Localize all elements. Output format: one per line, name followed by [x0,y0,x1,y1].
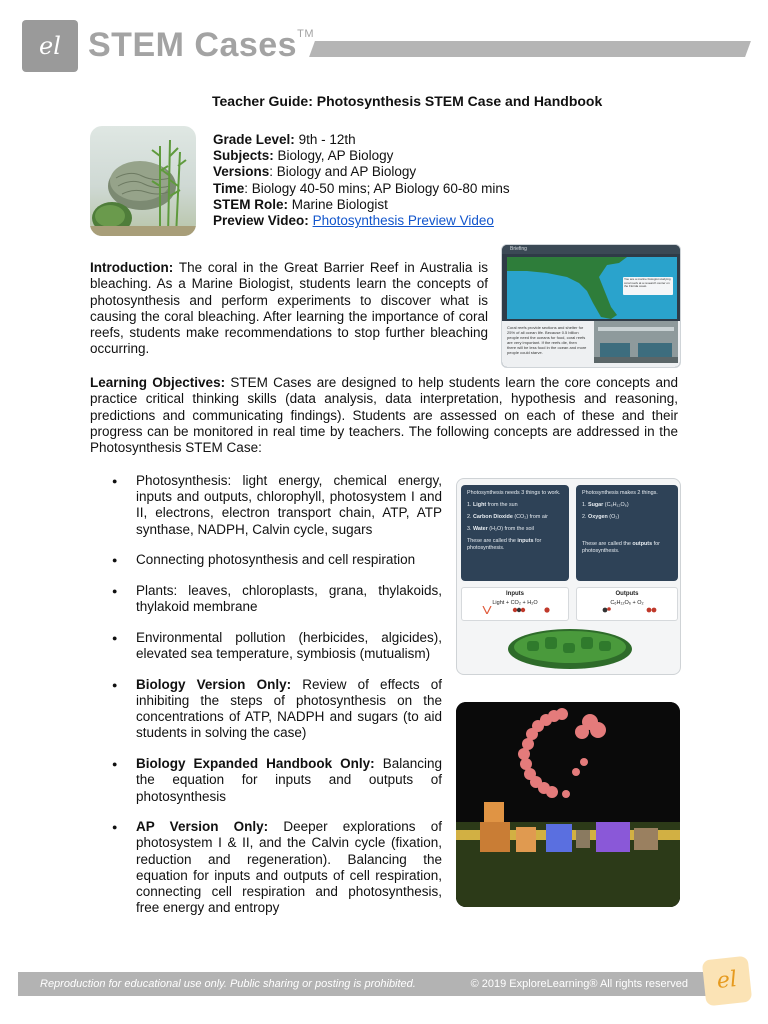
explorelearning-footer-logo: el [702,956,753,1007]
grade-level-line: Grade Level: 9th - 12th [213,132,356,147]
introduction-paragraph: Introduction: The coral in the Great Barrier Reef in Australia is bleaching. As a Marine Biologist, students learn the concepts of photosynthesis and perform experiments to discover what is causing the coral bleaching. After learning the importance of coral reefs, students make recommendations to stop further bleaching occurring. [90,260,488,357]
footer-notice: Reproduction for educational use only. Public sharing or posting is prohibited. [40,978,416,990]
time-line: Time: Biology 40-50 mins; AP Biology 60-80 mins [213,180,510,196]
list-item: ● Connecting photosynthesis and cell respiration [112,552,442,568]
florida-map-image [507,257,677,319]
footer-copyright: © 2019 ExploreLearning® All rights reserved [470,978,688,990]
briefing-header: Briefing [502,245,680,254]
document-title: Teacher Guide: Photosynthesis STEM Case and Handbook [212,93,603,109]
thylakoid-membrane-image [456,702,680,907]
page-header [22,20,748,76]
versions-line: Versions: Biology and AP Biology [213,164,417,180]
input-molecules-icon [465,606,565,614]
list-item: ● Biology Expanded Handbook Only: Balancing the equation for inputs and outputs of photosynthesis [112,756,442,805]
concept-list [112,473,442,931]
preview-video-link[interactable]: Photosynthesis Preview Video [312,213,494,229]
inputs-equation: Inputs Light + CO₂ + H₂O [461,587,569,621]
output-molecules-icon [579,606,675,614]
outputs-equation: Outputs C₆H₁₂O₆ + O₂ [576,587,678,621]
preview-video-line: Preview Video: Photosynthesis Preview Video [213,213,494,229]
list-item: ● Biology Version Only: Review of effects of inhibiting the steps of photosynthesis on the concentrations of ATP, NADPH and sugars (to aid students in solving the case) [112,677,442,742]
stem-role-line: STEM Role: Marine Biologist [213,196,388,212]
list-item: ● AP Version Only: Deeper explorations of photosystem I & II, and the Calvin cycle (fixation, reduction and regeneration). Balancing the equation for inputs and outputs of cell respiration, connecting cell respiration and photosynthesis, free energy and entropy [112,819,442,916]
subjects-line: Subjects: Biology, AP Biology [213,148,394,164]
learning-objectives-paragraph: Learning Objectives: STEM Cases are designed to help students learn the core concepts and practice critical thinking skills (data analysis, data interpretation, hypothesis and reasoning, predictions and communicating findings). Students are assessed on each of these and their progress can be monitored in real time by teachers. The following concepts are addressed in the Photosynthesis STEM Case: [90,375,678,456]
briefing-text: Coral reefs provide sections and shelter for 25% of all ocean life. Because 0.5 billion people need the oceans for food, coral reefs are very important. If the reefs die, then there will be less food in the ocean and more people could starve. [507,325,587,355]
briefing-callout: You are a marine biologist studying coral reefs at a research center on the Florida coast. [624,277,671,289]
briefing-screenshot [501,244,681,368]
explorelearning-logo: el [22,20,78,72]
case-metadata [213,132,510,229]
inputs-outputs-figure [456,478,681,675]
lab-image [594,321,678,363]
page-footer [18,972,708,996]
chloroplast-image [507,625,633,671]
coral-thumbnail-image [90,126,196,236]
list-item: ● Environmental pollution (herbicides, algicides), elevated sea temperature, symbiosis (mutualism) [112,630,442,662]
inputs-card: Photosynthesis needs 3 things to work. 1. Light from the sun 2. Carbon Dioxide (CO₂) from air 3. Water (H₂O) from the soil These are called the inputs for photosynthesis. [461,485,569,581]
list-item: ● Plants: leaves, chloroplasts, grana, thylakoids, thylakoid membrane [112,583,442,615]
header-decorative-bar [309,41,751,57]
brand-title: STEM Cases™ [88,26,314,64]
list-item: ● Photosynthesis: light energy, chemical energy, inputs and outputs, chlorophyll, photosystem I and II, electrons, electron transport chain, ATP, ATP synthase, NADPH, Calvin cycle, sugars [112,473,442,538]
outputs-card: Photosynthesis makes 2 things. 1. Sugar (C₆H₁₂O₆) 2. Oxygen (O₂) These are called the outputs for photosynthesis. [576,485,678,581]
